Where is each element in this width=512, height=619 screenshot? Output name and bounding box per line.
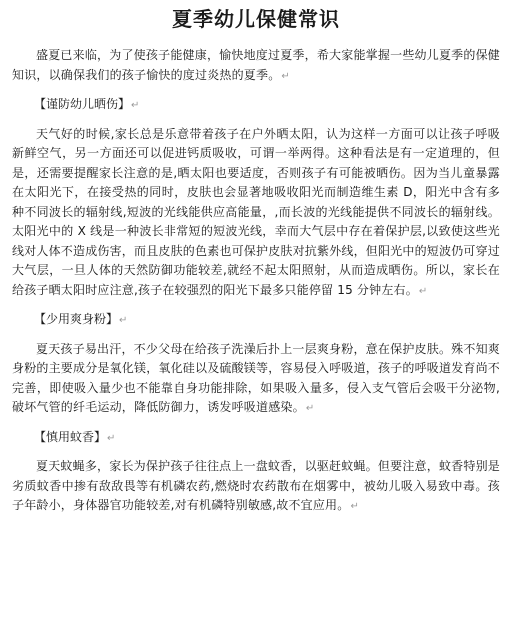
body-text: 夏天蚊蝇多，家长为保护孩子往往点上一盘蚊香，以驱赶蚊蝇。但要注意，蚊香特别是劣质蚊香中掺有敌敌畏等有机磷农药,燃烧时农药散布在烟雾中，被幼儿吸入易致中毒。孩子年龄小，身体器官功能较差,对有机磷特别敏感,故不宜应用。 (12, 459, 500, 512)
section-heading-sunburn (12, 95, 500, 116)
section-heading-powder (12, 310, 500, 331)
section-body-powder (12, 340, 500, 419)
body-text: 夏天孩子易出汗，不少父母在给孩子洗澡后扑上一层爽身粉，意在保护皮肤。殊不知爽身粉的主要成分是氧化镁，氧化硅以及硫酸镁等，容易侵入呼吸道，孩子的呼吸道发育尚不完善，即使吸入量少也不能靠自身功能排除，如果吸入量多，侵入支气管后会吸干分泌物,破坏气管的纤毛运动，降低防御力，诱发呼吸道感染。 (12, 341, 501, 414)
body-text: 天气好的时候,家长总是乐意带着孩子在户外晒太阳，认为这样一方面可以让孩子呼吸新鲜空气，另一方面还可以促进钙质吸收，可谓一举两得。这种看法是有一定道理的，但是，还需要提醒家长注意的是,晒太阳也要适度，否则孩子有可能被晒伤。因为当儿童暴露在太阳光下，在接受热的同时，皮肤也会显著地吸收阳光而制造维生素 D，阳光中含有多种不同波长的辐射线,短波的光线能供应高能量，,而长波的光线能提供不同波长的辐射线。太阳光中的 X 线是一种波长非常短的短波光线，幸而大气层中存在着保护层,以致使这些光线对人体不造成伤害，而且皮肤的色素也可保护皮肤对抗紫外线，但阳光中的短波仍可穿过大气层，一旦人体的天然防御功能较差,就经不起太阳照射，从而造成晒伤。所以，家长在给孩子晒太阳时应注意,孩子在较强烈的阳光下最多只能停留 15 分钟左右。 (12, 126, 501, 297)
paragraph-mark-icon: ↵ (305, 403, 315, 414)
paragraph-mark-icon: ↵ (418, 285, 428, 297)
heading-text: 【慎用蚊香】 (34, 429, 107, 444)
section-body-sunburn (12, 125, 500, 302)
paragraph-mark-icon: ↵ (119, 315, 128, 326)
paragraph-mark-icon: ↵ (107, 432, 116, 444)
heading-text: 【谨防幼儿晒伤】 (34, 97, 131, 111)
heading-text: 【少用爽身粉】 (34, 312, 119, 326)
paragraph-mark-icon: ↵ (350, 501, 360, 512)
intro-text: 盛夏已来临，为了使孩子能健康，愉快地度过夏季，希大家能掌握一些幼儿夏季的保健知识，以确保我们的孩子愉快的度过炎热的夏季。 (12, 48, 500, 82)
section-heading-mosquito-coil (12, 428, 500, 449)
document-title: 夏季幼儿保健常识 (172, 7, 340, 31)
paragraph-mark-icon: ↵ (281, 70, 290, 82)
intro-paragraph (12, 46, 500, 86)
section-body-mosquito-coil (12, 457, 500, 517)
paragraph-mark-icon: ↵ (131, 100, 140, 111)
